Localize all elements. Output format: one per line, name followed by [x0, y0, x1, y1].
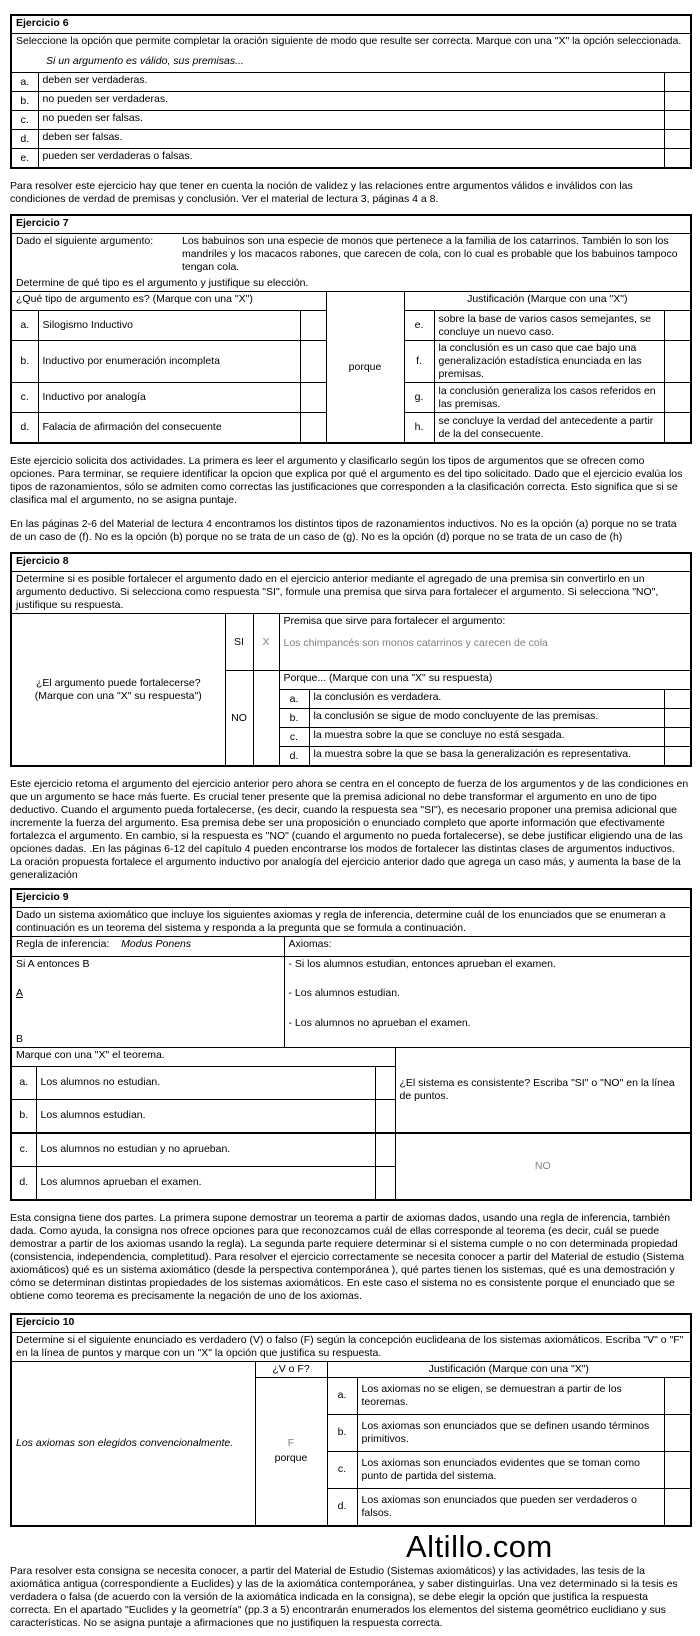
table-row: [11, 614, 691, 671]
ej7-just-f-checkbox[interactable]: [664, 341, 691, 383]
justification-header: Justificación (Marque con una "X"): [404, 292, 691, 311]
yes-label: SI: [225, 614, 253, 671]
no-label: NO: [225, 671, 253, 767]
option-label: deben ser verdaderas.: [38, 73, 664, 92]
option-label: la conclusión generaliza los casos referidos en las premisas.: [434, 383, 664, 413]
inference-schema-cell: [11, 957, 284, 1047]
option-label: sobre la base de varios casos semejantes, se concluye un nuevo caso.: [434, 311, 664, 341]
theorem-header: Marque con una "X" el teorema.: [11, 1047, 395, 1066]
option-label: la conclusión es un caso que cae bajo una generalización estadística enunciada en las premisas.: [434, 341, 664, 383]
ej10-option-c-checkbox[interactable]: [664, 1451, 691, 1488]
ej6-option-d-checkbox[interactable]: [664, 130, 691, 149]
vf-connector: porque: [274, 1452, 308, 1465]
exercise-7-title: Ejercicio 7: [11, 215, 691, 234]
exercise-8-table: [10, 552, 692, 767]
ej10-option-a-checkbox[interactable]: [664, 1377, 691, 1414]
option-label: no pueden ser verdaderas.: [38, 92, 664, 111]
argument-text: Los babuinos son una especie de monos que pertenece a la familia de los catarrinos. También lo son los mandriles y los macacos rabones, que carecen de cola, con lo cual es probable que los babuinos tampoco tengan cola.: [182, 235, 678, 274]
option-letter: b.: [327, 1414, 357, 1451]
vf-answer-cell[interactable]: [255, 1377, 327, 1526]
axiom-1: - Si los alumnos estudian, entonces aprueban el examen.: [288, 958, 556, 971]
exercise-6-table: [10, 14, 692, 169]
rule-cell: [11, 937, 284, 957]
option-label: Inductivo por analogía: [38, 383, 300, 413]
exercise-6-title: Ejercicio 6: [11, 15, 691, 34]
option-label: Los alumnos no estudian y no aprueban.: [36, 1133, 375, 1167]
ej9-option-b-checkbox[interactable]: [375, 1099, 395, 1133]
ej8-option-a-checkbox[interactable]: [664, 690, 691, 709]
ej8-option-b-checkbox[interactable]: [664, 709, 691, 728]
premise-header: Premisa que sirve para fortalecer el argumento:: [283, 615, 506, 628]
table-row: [11, 73, 691, 92]
schema-line-2: A: [16, 987, 24, 1000]
option-label: Los axiomas no se eligen, se demuestran a partir de los teoremas.: [357, 1377, 664, 1414]
strengthen-question-cell: [11, 614, 225, 767]
axioms-label: Axiomas:: [284, 937, 691, 957]
exercise-8-title: Ejercicio 8: [11, 553, 691, 572]
ej8-option-d-checkbox[interactable]: [664, 747, 691, 767]
option-label: Los axiomas son enunciados evidentes que se toman como punto de partida del sistema.: [357, 1451, 664, 1488]
option-letter: h.: [404, 413, 434, 444]
ej6-option-c-checkbox[interactable]: [664, 111, 691, 130]
ej7-type-a-checkbox[interactable]: [300, 311, 326, 341]
premise-answer: Los chimpancés son monos catarrinos y carecen de cola: [283, 637, 548, 650]
axiom-3: - Los alumnos no aprueban el examen.: [288, 1016, 471, 1029]
exercise-9-table: [10, 888, 692, 1200]
ej7-just-h-checkbox[interactable]: [664, 413, 691, 444]
exercise-7-note-1: Este ejercicio solicita dos actividades. La primera es leer el argumento y clasificarlo según los tipos de argumentos que se ofrecen como opciones. Para terminar, se requiere identificar la opcion que explica por qué el argumento es del tipo solicitado. Dado que el ejercicio evalúa los tipos de razonamientos, sólo se admiten como correctas las justificaciones que corresponden a la clasificación correcta. Esto significa que si se clasifica mal el argumento, no se asigna puntaje.: [10, 455, 683, 507]
option-label: la muestra sobre la que se concluye no está sesgada.: [309, 728, 664, 747]
exercise-9-instruction: Dado un sistema axiomático que incluye los siguientes axiomas y regla de inferencia, determine cuál de los enunciados que se enumeran a continuación es un teorema del sistema y responda a la pregunta que se formula a continuación.: [11, 908, 691, 937]
option-label: Los alumnos estudian.: [36, 1099, 375, 1133]
option-letter: a.: [11, 73, 38, 92]
option-label: Los alumnos no estudian.: [36, 1066, 375, 1099]
ej6-option-a-checkbox[interactable]: [664, 73, 691, 92]
axiom-2: - Los alumnos estudian.: [288, 987, 400, 1000]
table-row: [11, 957, 691, 1047]
altillo-watermark: Altillo.com: [406, 1528, 553, 1564]
option-letter: g.: [404, 383, 434, 413]
option-letter: a.: [327, 1377, 357, 1414]
option-label: se concluye la verdad del antecedente a partir de la del consecuente.: [434, 413, 664, 444]
exercise-8-note-2: La oración propuesta fortalece el argumento inductivo por analogía del ejercicio anterior dado que agrega un caso más, y aumenta la base de la generalización: [10, 856, 681, 882]
option-label: la muestra sobre la que se basa la generalización es representativa.: [309, 747, 664, 767]
rule-name: Modus Ponens: [121, 938, 192, 951]
consistency-question[interactable]: ¿El sistema es consistente? Escriba "SI" o "NO" en la línea de puntos.: [395, 1047, 691, 1133]
option-letter: d.: [11, 130, 38, 149]
option-label: Los axiomas son enunciados que se definen usando términos primitivos.: [357, 1414, 664, 1451]
option-letter: d.: [11, 1166, 36, 1200]
option-label: no pueden ser falsas.: [38, 111, 664, 130]
exercise-6-instruction: Seleccione la opción que permite completar la oración siguiente de modo que resulte ser correcta. Marque con una "X" la opción seleccionada.: [16, 35, 682, 47]
option-letter: c.: [11, 1133, 36, 1167]
justification-header: Justificación (Marque con una "X"): [327, 1361, 691, 1377]
option-letter: f.: [404, 341, 434, 383]
option-letter: b.: [279, 709, 309, 728]
table-row: [11, 937, 691, 957]
statement-cell: Los axiomas son elegidos convencionalmente.: [11, 1361, 255, 1526]
option-letter: d.: [11, 413, 38, 444]
option-letter: c.: [11, 111, 38, 130]
table-row: [11, 553, 691, 572]
table-row: [11, 292, 691, 311]
option-letter: a.: [11, 1066, 36, 1099]
axioms-list-cell: [284, 957, 691, 1047]
determine-line: Determine de qué tipo es el argumento y justifique su elección.: [16, 277, 309, 290]
option-letter: c.: [327, 1451, 357, 1488]
ej7-type-d-checkbox[interactable]: [300, 413, 326, 444]
option-label: pueden ser verdaderas o falsas.: [38, 149, 664, 169]
porque-header: Porque... (Marque con una "X" su respuesta): [279, 671, 691, 690]
table-row: [11, 572, 691, 614]
exercise-9-note: Esta consigna tiene dos partes. La primera supone demostrar un teorema a partir de axiomas dados, usando una regla de inferencia, también dada. Como ayuda, la consigna nos ofrece opciones para que reconozcamos cuál de ellas corresponde al teorema (es decir, cuál se puede demostrar a partir de los axiomas usando la regla). La segunda parte requiere determinar si el sistema cumple o no con determinada propiedad (consistencia, independencia, completitud). Para resolver el ejercicio correctamente se necesita conocer a partir del Material de estudio (Sistema axiomáticos) qué es un sistema axiomático (desde la perspectiva contemporánea ), qué partes tienen los sistemas, qué es una demostración y cómo se determinan distintas propiedades de los sistemas axiomáticos. En este caso el sistema no es consistente porque el enunciado que se obtiene como teorema es precisamente la negación de uno de los axiomas.: [10, 1211, 685, 1302]
exercise-6-sentence: Si un argumento es válido, sus premisas...: [46, 55, 244, 68]
option-label: Los alumnos aprueban el examen.: [36, 1166, 375, 1200]
ej9-option-a-checkbox[interactable]: [375, 1066, 395, 1099]
exercise-7-statement-cell: [11, 234, 691, 292]
table-row: [11, 1133, 691, 1167]
exercise-9-title: Ejercicio 9: [11, 889, 691, 908]
exercise-10-instruction: Determine si el siguiente enunciado es verdadero (V) o falso (F) según la concepción euclideana de los sistemas axiomáticos. Escriba "V" o "F" en la línea de puntos y marque con un "X" la opción que justifica su respuesta.: [11, 1332, 691, 1361]
ej10-option-b-checkbox[interactable]: [664, 1414, 691, 1451]
ej8-option-c-checkbox[interactable]: [664, 728, 691, 747]
ej6-option-b-checkbox[interactable]: [664, 92, 691, 111]
exercise-10-table: [10, 1313, 692, 1527]
option-label: deben ser falsas.: [38, 130, 664, 149]
rule-label: Regla de inferencia:: [16, 938, 110, 951]
option-letter: b.: [11, 92, 38, 111]
exercise-10-title: Ejercicio 10: [11, 1314, 691, 1333]
ej7-type-b-checkbox[interactable]: [300, 341, 326, 383]
option-letter: e.: [11, 149, 38, 169]
exercise-7-note-2: En las páginas 2-6 del Material de lectura 4 encontramos los distintos tipos de razonamientos inductivos. No es la opción (a) porque no se trata de un caso de (f). No es la opción (b) porque no se trata de un caso de (g). No es la opción (d) porque no se trata de un caso de (h): [10, 518, 677, 544]
table-row: [11, 15, 691, 34]
exercise-8-note-1: Este ejercicio retoma el argumento del ejercicio anterior pero ahora se centra en el concepto de fuerza de los argumentos y de las condiciones en que un argumento se hace más fuerte. Es crucial tener presente que la premisa adicional no debe transformar el argumento en uno de tipo deductivo. Cuando el argumento pueda fortalecerse, (es decir, cuando la respuesta sea "SI"), es necesario proponer una premisa adicional que incremente la fuerza del argumento. Esa premisa debe ser una proposición o enunciado completo que aporte información que efectivamente fortalezca el argumento. En cambio, si la respuesta es "NO" (cuando el argumento no pueda fortalecerse), se debe justificar eligiendo una de las opciones dadas. .En las páginas 6-12 del capítulo 4 pueden encontrarse los modos de fortalecer las distintas clases de argumentos inductivos.: [10, 778, 689, 856]
ej7-just-g-checkbox[interactable]: [664, 383, 691, 413]
option-letter: c.: [11, 383, 38, 413]
option-letter: d.: [327, 1488, 357, 1526]
option-label: la conclusión se sigue de modo concluyente de las premisas.: [309, 709, 664, 728]
option-letter: c.: [279, 728, 309, 747]
ej9-option-c-checkbox[interactable]: [375, 1133, 395, 1167]
option-label: Inductivo por enumeración incompleta: [38, 341, 300, 383]
yes-mark-cell[interactable]: X: [253, 614, 279, 671]
premise-cell[interactable]: [279, 614, 691, 671]
argument-label: Dado el siguiente argumento:: [16, 235, 154, 248]
option-label: Falacia de afirmación del consecuente: [38, 413, 300, 444]
vf-answer: F: [287, 1437, 295, 1450]
table-row: [11, 34, 691, 73]
table-row: [11, 1332, 691, 1361]
exercise-10-note: Para resolver esta consigna se necesita conocer, a partir del Material de Estudio (Sistemas axiomáticos) y las actividades, las tesis de la axiomática antigua (correspondiente a Euclides) y las de la axiomática contemporánea, y saber distinguirlas. Una vez determinado si la tesis es verdadera o falsa (de acuerdo con la versión de la axiomática indicada en la consigna), se debe elegir la opción que justifica la respuesta correcta. En el apartado "Euclides y la geometría" (pp.3 a 5) encontrarán enumerados los elementos del sistema geométrico euclidiano y sus características. No se asigna puntaje a afirmaciones que no justifiquen la respuesta correcta.: [10, 1564, 678, 1629]
exercise-8-instruction: Determine si es posible fortalecer el argumento dado en el ejercicio anterior mediante el agregado de una premisa sin convertirlo en un argumento deductivo. Si selecciona como respuesta "SI", formule una premisa que sirva para fortalecer el argumento. Si selecciona "NO", justifique su respuesta.: [11, 572, 691, 614]
table-row: [11, 111, 691, 130]
option-letter: d.: [279, 747, 309, 767]
type-header: ¿Qué tipo de argumento es? (Marque con una "X"): [11, 292, 326, 311]
ej7-just-e-checkbox[interactable]: [664, 311, 691, 341]
option-letter: a.: [279, 690, 309, 709]
table-row: [11, 1047, 691, 1066]
exercise-6-instruction-cell: [11, 34, 691, 73]
exercise-6-note: Para resolver este ejercicio hay que tener en cuenta la noción de validez y las relaciones entre argumentos válidos e inválidos con las condiciones de verdad de premisas y conclusión. Ver el material de lectura 3, páginas 4 a 8.: [10, 180, 633, 206]
table-row: [11, 234, 691, 292]
table-row: [11, 215, 691, 234]
table-row: [11, 908, 691, 937]
table-row: [11, 1314, 691, 1333]
option-letter: b.: [11, 341, 38, 383]
consistency-answer: NO: [395, 1133, 691, 1200]
strengthen-question-line1: ¿El argumento puede fortalecerse?: [35, 676, 201, 689]
ej7-type-c-checkbox[interactable]: [300, 383, 326, 413]
table-row: [11, 130, 691, 149]
option-letter: a.: [11, 311, 38, 341]
option-label: la conclusión es verdadera.: [309, 690, 664, 709]
table-row: [11, 92, 691, 111]
ej6-option-e-checkbox[interactable]: [664, 149, 691, 169]
schema-line-3: B: [16, 1032, 24, 1045]
option-label: Silogismo Inductivo: [38, 311, 300, 341]
table-row: [11, 889, 691, 908]
schema-line-1: Si A entonces B: [16, 958, 90, 971]
connector-cell: porque: [326, 292, 404, 444]
strengthen-question-line2: (Marque con una "X" su respuesta"): [34, 689, 202, 702]
no-mark-cell[interactable]: [253, 671, 279, 767]
table-row: [11, 149, 691, 169]
exercise-7-table: [10, 214, 692, 444]
vf-header: ¿V o F?: [255, 1361, 327, 1377]
table-row: [11, 1361, 691, 1377]
option-label: Los axiomas son enunciados que pueden ser verdaderos o falsos.: [357, 1488, 664, 1526]
ej10-option-d-checkbox[interactable]: [664, 1488, 691, 1526]
option-letter: e.: [404, 311, 434, 341]
ej9-option-d-checkbox[interactable]: [375, 1166, 395, 1200]
option-letter: b.: [11, 1099, 36, 1133]
